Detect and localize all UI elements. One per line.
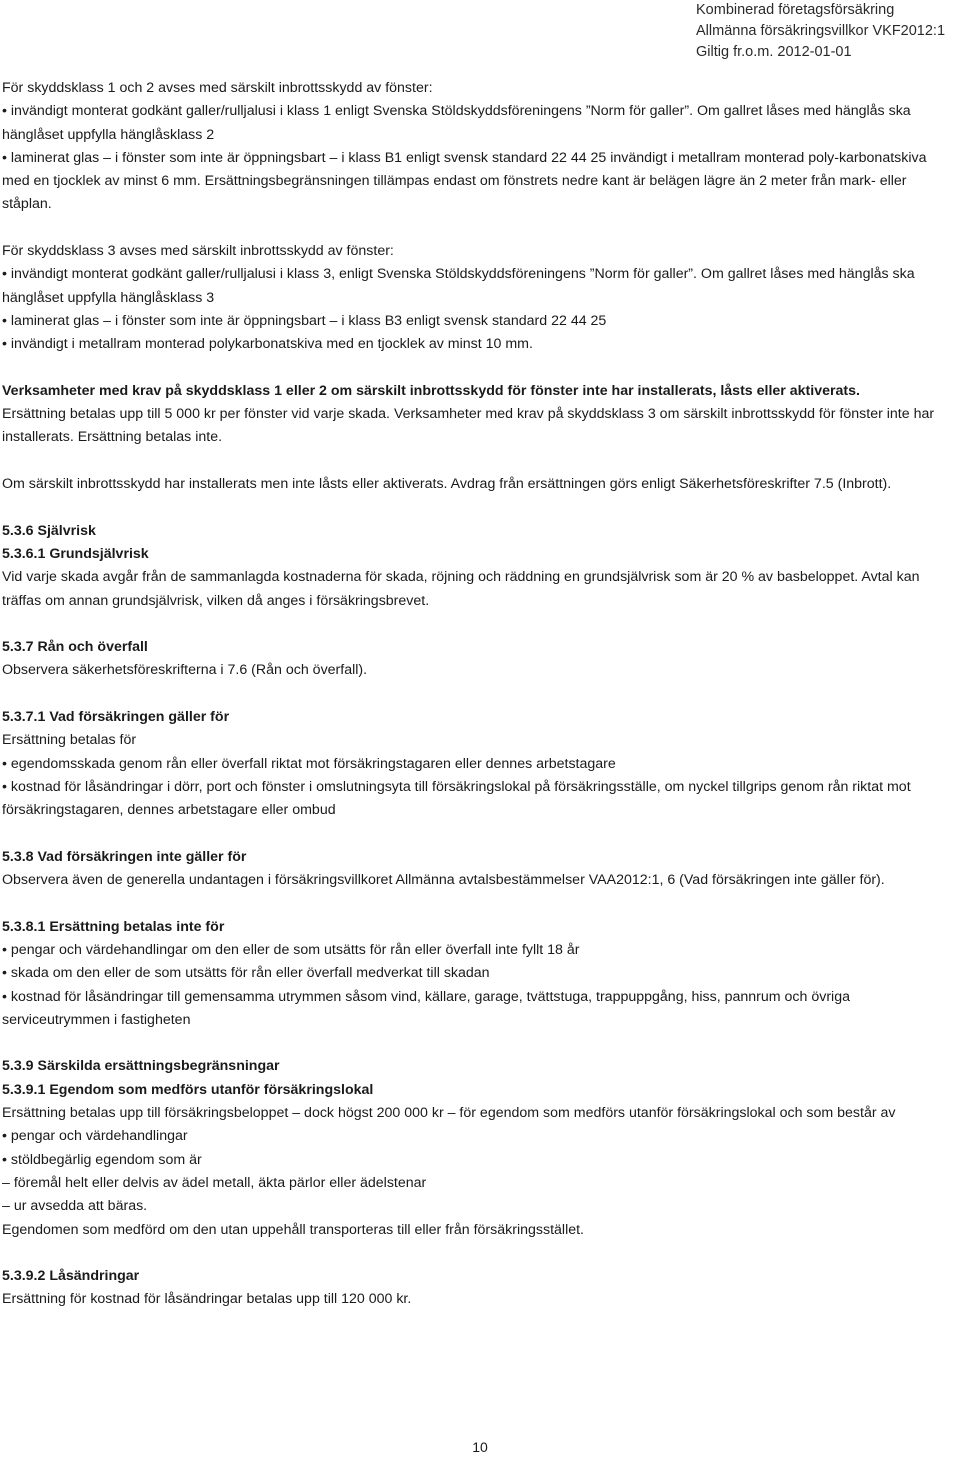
section-heading-5-3-7: 5.3.7 Rån och överfall (2, 639, 148, 656)
header-valid-from: Giltig fr.o.m. 2012-01-01 (696, 44, 852, 60)
list-item-laminerat-glas-b3: • laminerat glas – i fönster som inte är öppningsbart – i klass B3 enligt svensk standard 22 44 25 (2, 312, 607, 329)
section-heading-5-3-6: 5.3.6 Självrisk (2, 522, 96, 539)
paragraph-observera-rån: Observera säkerhetsföreskrifterna i 7.6 (Rån och överfall). (2, 662, 368, 679)
section-heading-5-3-9-1: 5.3.9.1 Egendom som medförs utanför försäkringslokal (2, 1081, 374, 1098)
list-item-gemensamma-utrymmen: • kostnad för låsändringar till gemensamma utrymmen såsom vind, källare, garage, tvättstuga, trappuppgång, hiss, pannrum och övriga serviceutrymmen i fastigheten (2, 988, 850, 1028)
paragraph-ersattning-betalas-for: Ersättning betalas för (2, 732, 137, 749)
header-product-title: Kombinerad företagsförsäkring (696, 2, 895, 18)
section-heading-5-3-7-1: 5.3.7.1 Vad försäkringen gäller för (2, 709, 230, 726)
list-item-medverkat: • skada om den eller de som utsätts för rån eller överfall medverkat till skadan (2, 965, 490, 982)
paragraph-grundsjalvrisk: Vid varje skada avgår från de sammanlagda kostnaderna för skada, röjning och räddning en grundsjälvrisk som är 20 % av basbeloppet. Avtal kan träffas om annan grundsjälvrisk, vilken då anges i försäkringsbrevet. (2, 569, 920, 609)
paragraph-generella-undantag: Observera även de generella undantagen i försäkringsvillkoret Allmänna avtalsbestämmelser VAA2012:1, 6 (Vad försäkringen inte gäller för). (2, 872, 885, 889)
page-number: 10 (472, 1439, 488, 1455)
paragraph-skyddsklass-1-2-intro: För skyddsklass 1 och 2 avses med särskilt inbrottsskydd av fönster: (2, 80, 433, 96)
list-item-laminerat-glas-b1: • laminerat glas – i fönster som inte är öppningsbart – i klass B1 enligt svensk standard 22 44 25 invändigt i metallram monterad poly-karbonatskiva med en tjocklek av minst 6 mm. Ersättningsbegränsningen tillämpas endast om fönstrets nedre kant är belägen lägre än 2 meter från mark- eller ståplan. (2, 149, 927, 213)
list-item-egendomsskada: • egendomsskada genom rån eller överfall riktat mot försäkringstagaren eller dennes arbetstagare (2, 755, 616, 772)
document-header (696, 0, 958, 63)
list-item-adel-metall: – föremål helt eller delvis av ädel metall, äkta pärlor eller ädelstenar (2, 1174, 427, 1191)
list-item-pengar: • pengar och värdehandlingar (2, 1128, 188, 1145)
paragraph-ersattning-fonster: Ersättning betalas upp till 5 000 kr per fönster vid varje skada. Verksamheter med krav på skyddsklass 3 om särskilt inbrottsskydd för fönster inte har installerats. Ersättning betalas inte. (2, 406, 935, 446)
list-item-lasandringar-ran: • kostnad för låsändringar i dörr, port och fönster i omslutningsyta till försäkringslokal på försäkringsställe, om nyckel tillgrips genom rån riktat mot försäkringstagaren, dennes arbetstagare eller ombud (2, 778, 911, 819)
list-item-galler-klass-1: • invändigt monterat godkänt galler/rulljalusi i klass 1 enligt Svenska Stöldskyddsföreningens ”Norm för galler”. Om gallret låses med hänglås ska hänglåset uppfylla hänglåsklass 2 (2, 103, 911, 143)
paragraph-skyddsklass-3-intro: För skyddsklass 3 avses med särskilt inbrottsskydd av fönster: (2, 243, 394, 260)
section-heading-5-3-9: 5.3.9 Särskilda ersättningsbegränsningar (2, 1058, 280, 1075)
document-body (2, 77, 948, 1312)
list-item-stoldbegarlig: • stöldbegärlig egendom som är (2, 1151, 202, 1168)
section-heading-5-3-6-1: 5.3.6.1 Grundsjälvrisk (2, 545, 149, 562)
list-item-galler-klass-3: • invändigt monterat godkänt galler/rulljalusi i klass 3, enligt Svenska Stöldskyddsföreningens ”Norm för galler”. Om gallret låses med hänglås ska hänglåset uppfylla hänglåsklass 3 (2, 266, 915, 306)
section-heading-5-3-8: 5.3.8 Vad försäkringen inte gäller för (2, 848, 247, 865)
paragraph-lasandringar-belopp: Ersättning för kostnad för låsändringar betalas upp till 120 000 kr. (2, 1291, 412, 1308)
section-heading-5-3-9-2: 5.3.9.2 Låsändringar (2, 1268, 140, 1285)
list-item-polykarbonatskiva: • invändigt i metallram monterad polykarbonatskiva med en tjocklek av minst 10 mm. (2, 336, 533, 353)
paragraph-egendomen-medford: Egendomen som medförd om den utan uppehåll transporteras till eller från försäkringsstället. (2, 1221, 584, 1238)
paragraph-inte-last: Om särskilt inbrottsskydd har installerats men inte låsts eller aktiverats. Avdrag från ersättningen görs enligt Säkerhetsföreskrifter 7.5 (Inbrott). (2, 476, 892, 493)
list-item-pengar-under-18: • pengar och värdehandlingar om den eller de som utsätts för rån eller överfall inte fyllt 18 år (2, 941, 580, 958)
paragraph-forsakringsbelopp: Ersättning betalas upp till försäkringsbeloppet – dock högst 200 000 kr – för egendom som medförs utanför försäkringslokal och som består av (2, 1105, 896, 1122)
section-heading-5-3-8-1: 5.3.8.1 Ersättning betalas inte för (2, 918, 225, 935)
paragraph-krav-skyddsklass-bold: Verksamheter med krav på skyddsklass 1 eller 2 om särskilt inbrottsskydd för fönster inte har installerats, låsts eller aktiverats. (2, 382, 860, 399)
header-terms-title: Allmänna försäkringsvillkor VKF2012:1 (696, 23, 946, 39)
list-item-ur: – ur avsedda att bäras. (2, 1198, 148, 1215)
